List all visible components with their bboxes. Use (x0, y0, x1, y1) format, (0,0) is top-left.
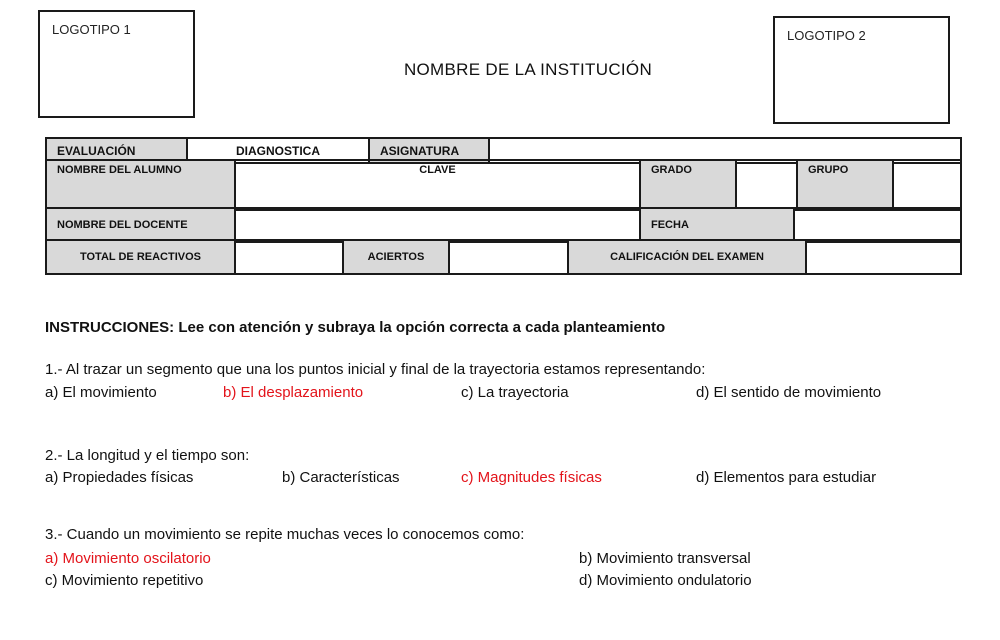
logo-2-label: LOGOTIPO 2 (787, 28, 866, 43)
q1-option-a[interactable]: a) El movimiento (45, 384, 157, 401)
total-reactivos-value[interactable] (235, 240, 343, 274)
q3-option-b[interactable]: b) Movimiento transversal (579, 550, 751, 567)
asignatura-label: ASIGNATURA (369, 138, 489, 163)
aciertos-label: ACIERTOS (343, 240, 449, 274)
q1-option-c[interactable]: c) La trayectoria (461, 384, 569, 401)
q2-option-c[interactable]: c) Magnitudes físicas (461, 469, 602, 486)
q3-option-a[interactable]: a) Movimiento oscilatorio (45, 550, 211, 567)
fecha-value[interactable] (794, 208, 961, 242)
q2-option-b[interactable]: b) Características (282, 469, 400, 486)
institution-name-text: NOMBRE DE LA INSTITUCIÓN (403, 60, 653, 79)
header-row-score (45, 239, 962, 275)
q1-option-b[interactable]: b) El desplazamiento (223, 384, 364, 401)
calificacion-value[interactable] (806, 240, 961, 274)
docente-value[interactable] (235, 208, 640, 242)
grado-value[interactable] (736, 160, 797, 210)
question-1-text: 1.- Al trazar un segmento que una los puntos inicial y final de la trayectoria estamos representando: (45, 361, 706, 378)
calificacion-label: CALIFICACIÓN DEL EXAMEN (568, 240, 806, 274)
q3-option-c[interactable]: c) Movimiento repetitivo (45, 572, 204, 589)
question-2-text: 2.- La longitud y el tiempo son: (45, 447, 250, 464)
grupo-label: GRUPO (797, 160, 893, 210)
fecha-label: FECHA (640, 208, 794, 242)
grupo-value[interactable] (893, 160, 961, 210)
instructions-text: INSTRUCCIONES: Lee con atención y subraya la opción correcta a cada planteamiento (45, 319, 666, 336)
q2-option-a[interactable]: a) Propiedades físicas (45, 469, 194, 486)
aciertos-value[interactable] (449, 240, 568, 274)
question-3-text: 3.- Cuando un movimiento se repite muchas veces lo conocemos como: (45, 526, 525, 543)
total-reactivos-label: TOTAL DE REACTIVOS (46, 240, 235, 274)
evaluacion-label: EVALUACIÓN (46, 138, 187, 163)
q2-option-d[interactable]: d) Elementos para estudiar (696, 469, 877, 486)
grado-label: GRADO (640, 160, 736, 210)
evaluacion-value[interactable]: DIAGNOSTICA (187, 138, 369, 163)
q3-option-d[interactable]: d) Movimiento ondulatorio (579, 572, 752, 589)
docente-label: NOMBRE DEL DOCENTE (46, 208, 235, 242)
header-row-student (45, 159, 962, 211)
alumno-value[interactable]: CLAVE (235, 160, 640, 210)
institution-name (0, 60, 1000, 80)
header-row-teacher (45, 207, 962, 243)
logo-1-label: LOGOTIPO 1 (52, 22, 131, 37)
q1-option-d[interactable]: d) El sentido de movimiento (696, 384, 882, 401)
alumno-label: NOMBRE DEL ALUMNO (46, 160, 235, 210)
